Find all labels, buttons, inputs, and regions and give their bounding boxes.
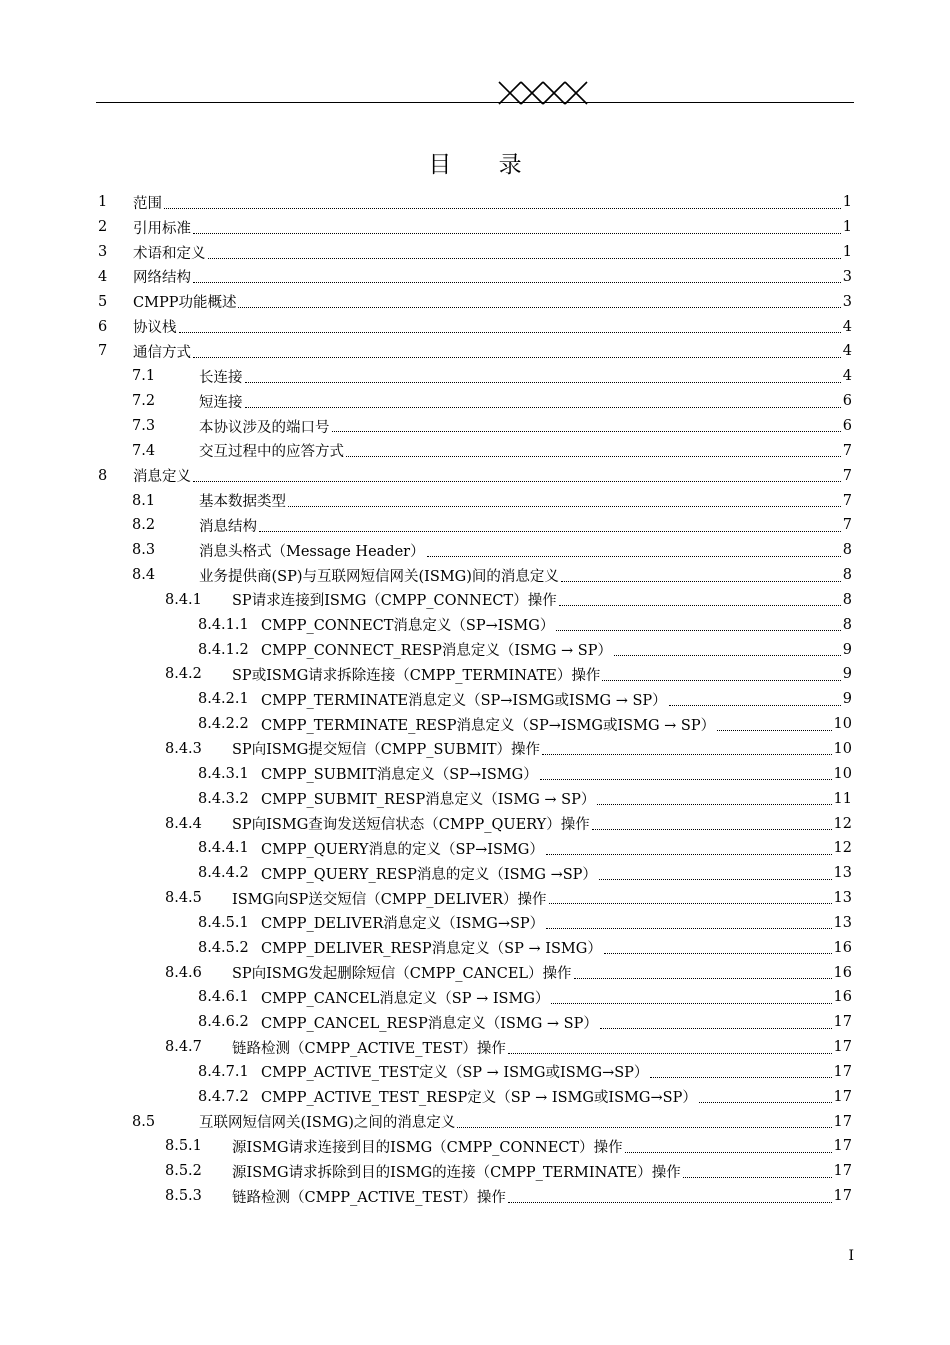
dot-leader [559, 604, 841, 606]
toc-entry-number: 7.4 [132, 442, 156, 459]
dot-leader [193, 281, 841, 283]
toc-entry-label: SP或ISMG请求拆除连接（CMPP_TERMINATE）操作 [232, 667, 601, 684]
toc-entry[interactable] [98, 886, 852, 911]
toc-entry-number: 4 [98, 268, 108, 285]
toc-entry-page: 7 [842, 492, 852, 509]
toc-entry-page: 17 [833, 1063, 852, 1080]
toc-entry-page: 12 [833, 840, 852, 857]
toc-entry-page: 17 [833, 1163, 852, 1180]
dot-leader [604, 952, 832, 954]
toc-entry-label: SP向ISMG查询发送短信状态（CMPP_QUERY）操作 [232, 817, 590, 834]
toc-entry-number: 8.4.1.2 [198, 641, 249, 658]
toc-entry-number: 8.4.3.1 [198, 765, 249, 782]
toc-entry[interactable] [98, 314, 852, 339]
toc-entry-label: 术语和定义 [133, 245, 206, 262]
toc-entry-page: 17 [833, 1088, 852, 1105]
toc-entry-page: 8 [842, 591, 852, 608]
dot-leader [592, 828, 832, 830]
toc-entry-number: 8.4.3 [165, 740, 202, 757]
toc-entry[interactable] [98, 339, 852, 364]
toc-entry[interactable] [98, 538, 852, 563]
dot-leader [717, 729, 831, 731]
header-rule [96, 102, 854, 103]
dot-leader [650, 1076, 831, 1078]
dot-leader [208, 257, 841, 259]
toc-entry-number: 8.2 [132, 517, 156, 534]
toc-entry[interactable] [98, 265, 852, 290]
toc-entry-label: CMPP_DELIVER消息定义（ISMG→SP） [261, 916, 545, 933]
toc-entry[interactable] [98, 463, 852, 488]
toc-entry-label: 链路检测（CMPP_ACTIVE_TEST）操作 [232, 1189, 506, 1206]
toc-entry-number: 8.4.4.1 [198, 840, 249, 857]
toc-entry-number: 8.4.1 [165, 591, 202, 608]
toc-entry[interactable] [98, 960, 852, 985]
toc-entry-number: 7.1 [132, 368, 156, 385]
toc-entry-label: SP请求连接到ISMG（CMPP_CONNECT）操作 [232, 593, 557, 610]
dot-leader [600, 1027, 832, 1029]
toc-entry-page: 6 [842, 418, 852, 435]
toc-entry-page: 17 [833, 1113, 852, 1130]
toc-entry-label: SP向ISMG发起删除短信（CMPP_CANCEL）操作 [232, 966, 572, 983]
toc-entry-number: 8.4 [132, 567, 156, 584]
toc-entry-number: 8.4.4 [165, 815, 202, 832]
toc-entry-number: 8.5.3 [165, 1188, 202, 1205]
toc-entry-label: 网络结构 [133, 270, 191, 287]
toc-entry-page: 1 [842, 194, 852, 211]
toc-entry-page: 17 [833, 1039, 852, 1056]
toc-entry[interactable] [98, 438, 852, 463]
toc-entry[interactable] [98, 563, 852, 588]
toc-entry-label: 引用标准 [133, 220, 191, 237]
toc-entry-page: 11 [833, 790, 852, 807]
toc-entry[interactable] [98, 687, 852, 712]
dot-leader [546, 927, 831, 929]
toc-entry-number: 8 [98, 467, 108, 484]
toc-entry-number: 8.4.5 [165, 890, 202, 907]
toc-entry-page: 10 [833, 716, 852, 733]
toc-entry-page: 13 [833, 865, 852, 882]
toc-entry-label: 源ISMG请求连接到目的ISMG（CMPP_CONNECT）操作 [232, 1139, 623, 1156]
toc-entry-label: 消息定义 [133, 469, 191, 486]
toc-entry-number: 8.4.7.1 [198, 1063, 249, 1080]
toc-entry-number: 8.4.4.2 [198, 865, 249, 882]
toc-entry-label: 消息头格式（Message Header） [199, 543, 425, 560]
toc-entry-number: 8.4.2.2 [198, 716, 249, 733]
toc-entry-number: 7.3 [132, 418, 156, 435]
toc-entry-label: CMPP_CONNECT消息定义（SP→ISMG） [261, 618, 555, 635]
toc-entry[interactable] [98, 414, 852, 439]
toc-entry[interactable] [98, 513, 852, 538]
dot-leader [574, 977, 832, 979]
toc-entry[interactable] [98, 1060, 852, 1085]
dot-leader [193, 480, 841, 482]
dot-leader [599, 878, 832, 880]
toc-entry-page: 12 [833, 815, 852, 832]
toc-entry-number: 8.5 [132, 1113, 156, 1130]
toc-entry-page: 13 [833, 890, 852, 907]
toc-entry-label: CMPP_DELIVER_RESP消息定义（SP → ISMG） [261, 941, 602, 958]
dot-leader [179, 331, 841, 333]
toc-entry-label: 协议栈 [133, 320, 177, 337]
toc-entry[interactable] [98, 1010, 852, 1035]
dot-leader [551, 1002, 831, 1004]
toc-entry-label: 交互过程中的应答方式 [199, 444, 344, 461]
toc-entry[interactable] [98, 612, 852, 637]
toc-entry-number: 6 [98, 318, 108, 335]
toc-entry-label: 业务提供商(SP)与互联网短信网关(ISMG)间的消息定义 [199, 568, 559, 585]
toc-entry-number: 2 [98, 219, 108, 236]
toc-entry-label: CMPP_TERMINATE消息定义（SP→ISMG或ISMG → SP） [261, 692, 667, 709]
toc-entry-number: 8.4.1.1 [198, 616, 249, 633]
toc-entry-page: 7 [842, 517, 852, 534]
toc-entry-page: 9 [842, 691, 852, 708]
toc-entry-label: CMPP_CANCEL消息定义（SP → ISMG） [261, 990, 550, 1007]
toc-entry-page: 17 [833, 1188, 852, 1205]
toc-entry-page: 9 [842, 641, 852, 658]
dot-leader [238, 306, 840, 308]
toc-entry-label: CMPP_SUBMIT_RESP消息定义（ISMG → SP） [261, 792, 596, 809]
toc-entry-page: 16 [833, 939, 852, 956]
toc-entry[interactable] [98, 712, 852, 737]
page-number: I [848, 1248, 854, 1264]
toc-entry[interactable] [98, 737, 852, 762]
dot-leader [625, 1151, 832, 1153]
toc-entry[interactable] [98, 662, 852, 687]
toc-entry[interactable] [98, 364, 852, 389]
dot-leader [427, 555, 841, 557]
toc-entry[interactable] [98, 985, 852, 1010]
dot-leader [164, 207, 841, 209]
toc-entry[interactable] [98, 1035, 852, 1060]
toc-entry-number: 8.4.7 [165, 1039, 202, 1056]
toc-entry-label: CMPP_QUERY消息的定义（SP→ISMG） [261, 841, 544, 858]
toc-entry-number: 8.1 [132, 492, 156, 509]
toc-entry-page: 6 [842, 393, 852, 410]
dot-leader [508, 1052, 832, 1054]
toc-entry[interactable] [98, 588, 852, 613]
toc-entry-page: 7 [842, 467, 852, 484]
dot-leader [332, 430, 841, 432]
toc-entry-label: CMPP_ACTIVE_TEST_RESP定义（SP → ISMG或ISMG→SP） [261, 1090, 697, 1107]
toc-entry-number: 7 [98, 343, 108, 360]
toc-entry[interactable] [98, 1084, 852, 1109]
dot-leader [540, 778, 832, 780]
dot-leader [193, 356, 841, 358]
toc-entry-label: 链路检测（CMPP_ACTIVE_TEST）操作 [232, 1040, 506, 1057]
toc-entry[interactable] [98, 935, 852, 960]
toc-entry-page: 8 [842, 567, 852, 584]
dot-leader [288, 505, 841, 507]
dot-leader [683, 1176, 832, 1178]
toc-entry[interactable] [98, 488, 852, 513]
toc-entry-label: CMPP功能概述 [133, 295, 237, 312]
dot-leader [556, 629, 840, 631]
toc-entry-label: 短连接 [199, 394, 243, 411]
toc-entry-label: 互联网短信网关(ISMG)之间的消息定义 [199, 1115, 456, 1132]
toc-entry-page: 1 [842, 244, 852, 261]
toc-entry-number: 8.5.2 [165, 1163, 202, 1180]
toc-entry-label: CMPP_SUBMIT消息定义（SP→ISMG） [261, 767, 538, 784]
toc-entry-label: 基本数据类型 [199, 494, 286, 511]
toc-entry[interactable] [98, 761, 852, 786]
dot-leader [546, 853, 832, 855]
dot-leader [669, 704, 841, 706]
toc-entry-page: 4 [842, 343, 852, 360]
toc-entry[interactable] [98, 289, 852, 314]
dot-leader [542, 753, 832, 755]
toc-entry-page: 16 [833, 964, 852, 981]
toc-entry[interactable] [98, 786, 852, 811]
toc-entry-number: 8.4.5.1 [198, 914, 249, 931]
toc-entry-page: 16 [833, 989, 852, 1006]
dot-leader [245, 381, 841, 383]
dot-leader [245, 406, 841, 408]
toc-entry-page: 3 [842, 293, 852, 310]
toc-entry-number: 3 [98, 244, 108, 261]
toc-entry[interactable] [98, 240, 852, 265]
table-of-contents [98, 190, 852, 1209]
toc-entry-label: CMPP_QUERY_RESP消息的定义（ISMG →SP） [261, 866, 597, 883]
toc-entry[interactable] [98, 1134, 852, 1159]
toc-entry-page: 7 [842, 442, 852, 459]
toc-entry-number: 8.5.1 [165, 1138, 202, 1155]
toc-entry-number: 5 [98, 293, 108, 310]
toc-entry-number: 8.4.6.2 [198, 1014, 249, 1031]
toc-entry-page: 17 [833, 1014, 852, 1031]
toc-entry-number: 8.4.6 [165, 964, 202, 981]
toc-entry-label: 长连接 [199, 369, 243, 386]
toc-entry-page: 9 [842, 666, 852, 683]
toc-entry[interactable] [98, 637, 852, 662]
toc-entry-number: 8.4.5.2 [198, 939, 249, 956]
toc-title: 目 录 [428, 152, 542, 178]
toc-entry-page: 10 [833, 740, 852, 757]
toc-entry[interactable] [98, 1159, 852, 1184]
toc-entry-label: CMPP_CANCEL_RESP消息定义（ISMG → SP） [261, 1015, 598, 1032]
dot-leader [561, 580, 841, 582]
dot-leader [699, 1101, 832, 1103]
toc-entry-number: 1 [98, 194, 108, 211]
toc-entry-label: 源ISMG请求拆除到目的ISMG的连接（CMPP_TERMINATE）操作 [232, 1164, 681, 1181]
toc-entry-number: 8.4.6.1 [198, 989, 249, 1006]
toc-entry-label: 消息结构 [199, 518, 257, 535]
toc-entry-label: 本协议涉及的端口号 [199, 419, 330, 436]
toc-entry-number: 8.4.2 [165, 666, 202, 683]
dot-leader [549, 902, 832, 904]
dot-leader [508, 1201, 832, 1203]
toc-entry[interactable] [98, 836, 852, 861]
toc-entry[interactable] [98, 1109, 852, 1134]
toc-entry[interactable] [98, 811, 852, 836]
dot-leader [346, 455, 841, 457]
toc-entry-label: SP向ISMG提交短信（CMPP_SUBMIT）操作 [232, 742, 541, 759]
dot-leader [602, 679, 840, 681]
toc-entry-page: 17 [833, 1138, 852, 1155]
dot-leader [259, 530, 841, 532]
toc-entry[interactable] [98, 1184, 852, 1209]
toc-entry-number: 8.3 [132, 542, 156, 559]
dot-leader [597, 803, 831, 805]
toc-entry-page: 10 [833, 765, 852, 782]
toc-entry[interactable] [98, 190, 852, 215]
toc-entry-label: 通信方式 [133, 344, 191, 361]
toc-entry-page: 13 [833, 914, 852, 931]
toc-entry-label: ISMG向SP送交短信（CMPP_DELIVER）操作 [232, 891, 547, 908]
toc-entry-number: 8.4.3.2 [198, 790, 249, 807]
dot-leader [614, 654, 841, 656]
toc-entry-label: CMPP_ACTIVE_TEST定义（SP → ISMG或ISMG→SP） [261, 1065, 649, 1082]
toc-entry-number: 7.2 [132, 393, 156, 410]
toc-entry[interactable] [98, 215, 852, 240]
dot-leader [193, 232, 841, 234]
toc-entry-page: 1 [842, 219, 852, 236]
toc-entry[interactable] [98, 910, 852, 935]
toc-entry[interactable] [98, 861, 852, 886]
toc-entry-page: 4 [842, 368, 852, 385]
toc-entry-page: 8 [842, 616, 852, 633]
toc-entry-label: CMPP_TERMINATE_RESP消息定义（SP→ISMG或ISMG → SP） [261, 717, 716, 734]
toc-entry-number: 8.4.7.2 [198, 1088, 249, 1105]
toc-entry-page: 4 [842, 318, 852, 335]
dot-leader [457, 1126, 831, 1128]
toc-entry-page: 8 [842, 542, 852, 559]
toc-entry-number: 8.4.2.1 [198, 691, 249, 708]
toc-entry-page: 3 [842, 268, 852, 285]
toc-entry[interactable] [98, 389, 852, 414]
toc-entry-label: CMPP_CONNECT_RESP消息定义（ISMG → SP） [261, 643, 613, 660]
toc-entry-label: 范围 [133, 195, 162, 212]
